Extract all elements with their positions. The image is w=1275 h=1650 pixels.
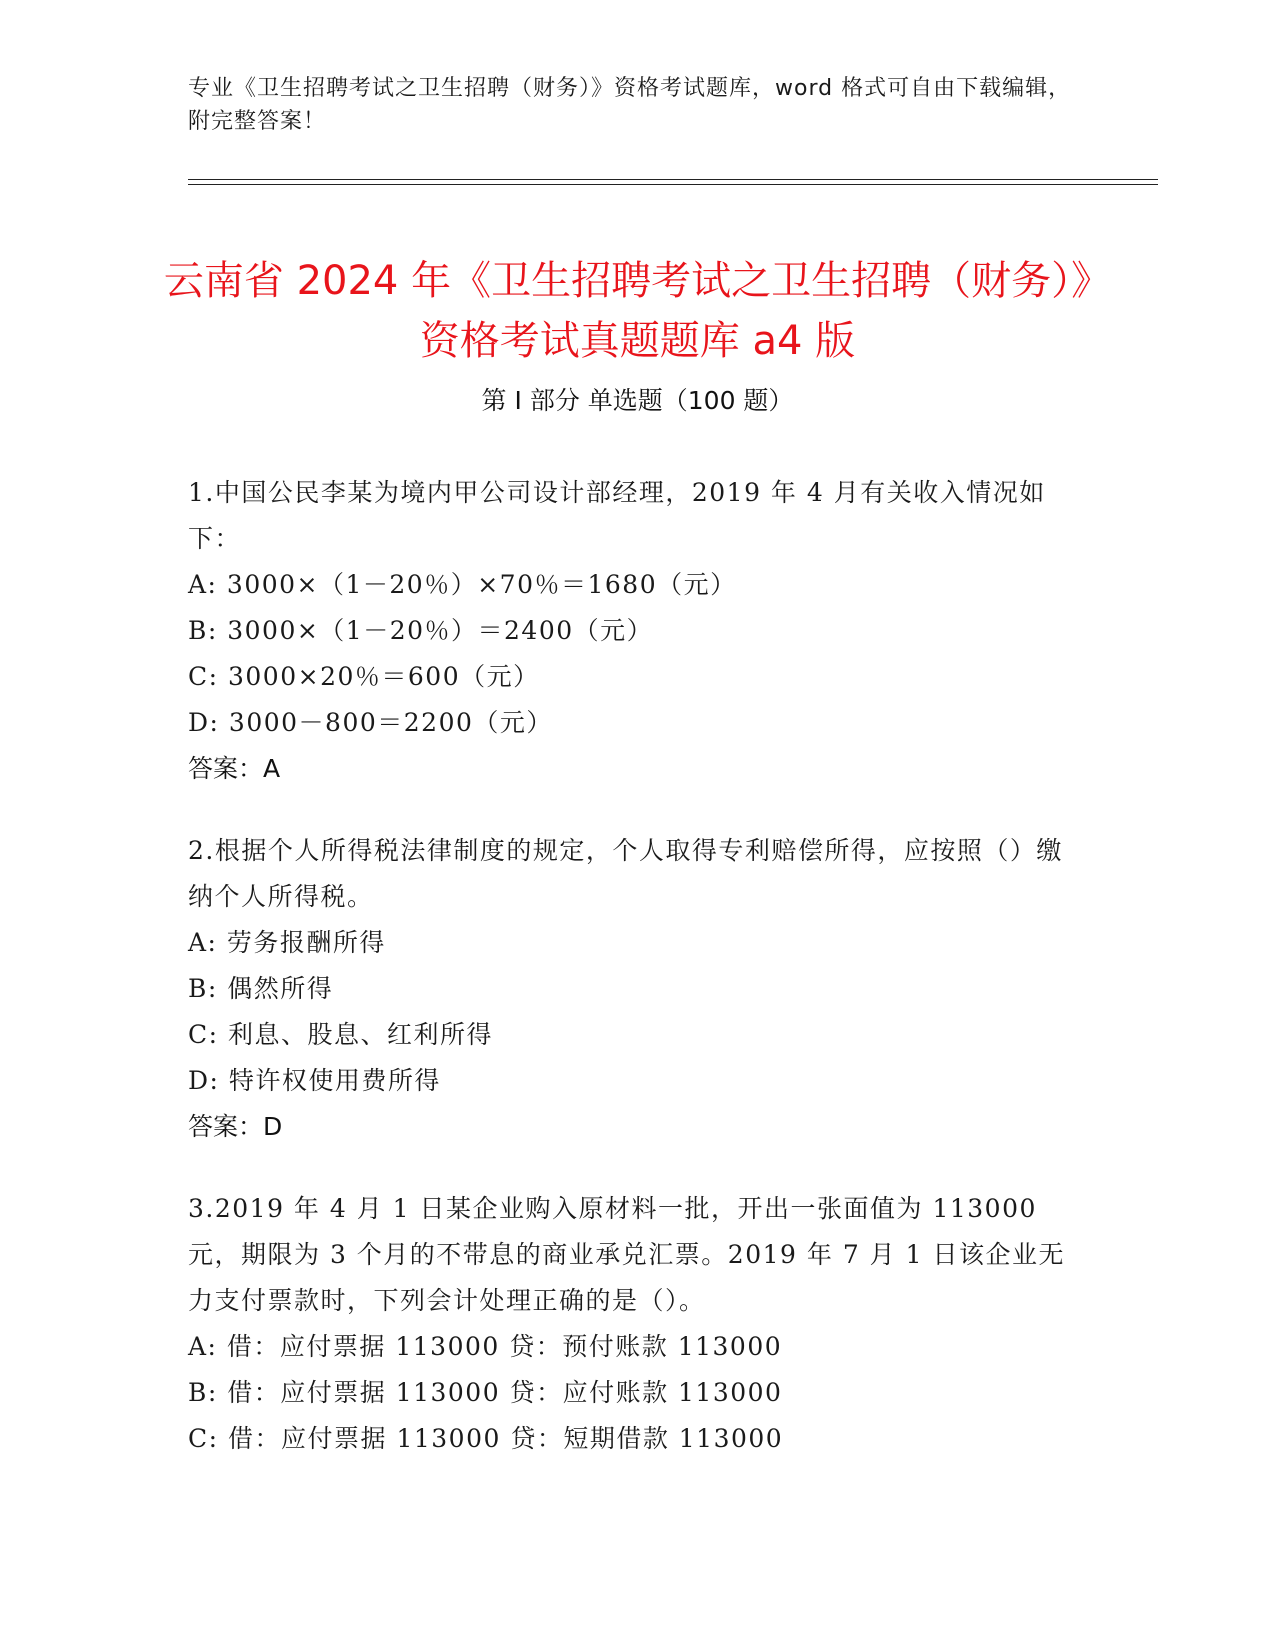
header-divider-bottom — [188, 184, 1158, 185]
header-divider-top — [188, 179, 1158, 180]
question-stem: 2.根据个人所得税法律制度的规定，个人取得专利赔偿所得，应按照（）缴纳个人所得税。 — [188, 836, 1063, 911]
option-c: C: 3000×20％＝600（元） — [188, 662, 540, 691]
question-stem: 3.2019 年 4 月 1 日某企业购入原材料一批，开出一张面值为 113000 元，期限为 3 个月的不带息的商业承兑汇票。2019 年 7 月 1 日该企业无力支付票款时，下列会计处理正确的是（）。 — [188, 1194, 1065, 1315]
question-1 — [188, 470, 1088, 792]
question-stem: 1.中国公民李某为境内甲公司设计部经理，2019 年 4 月有关收入情况如下： — [188, 478, 1046, 553]
document-title: 云南省 2024 年《卫生招聘考试之卫生招聘（财务）》资格考试真题题库 a4 版 — [163, 257, 1112, 364]
option-a: A: 3000×（1－20％）×70％＝1680（元） — [188, 570, 737, 599]
option-a: A: 劳务报酬所得 — [188, 928, 386, 957]
option-a: A: 借：应付票据 113000 贷：预付账款 113000 — [188, 1332, 783, 1361]
option-d: D: 特许权使用费所得 — [188, 1066, 441, 1095]
section-heading: 第 I 部分 单选题（100 题） — [481, 386, 794, 415]
header-note: 专业《卫生招聘考试之卫生招聘（财务）》资格考试题库，word 格式可自由下载编辑，附完整答案！ — [188, 76, 1072, 134]
question-2 — [188, 828, 1088, 1150]
answer-line: 答案：A — [188, 754, 281, 783]
option-b: B: 3000×（1－20％）＝2400（元） — [188, 616, 654, 645]
question-3 — [188, 1186, 1088, 1462]
question-list — [188, 470, 1088, 1498]
option-d: D: 3000－800＝2200（元） — [188, 708, 553, 737]
answer-line: 答案：D — [188, 1112, 283, 1141]
option-b: B: 借：应付票据 113000 贷：应付账款 113000 — [188, 1378, 783, 1407]
option-c: C: 利息、股息、红利所得 — [188, 1020, 493, 1049]
option-c: C: 借：应付票据 113000 贷：短期借款 113000 — [188, 1424, 784, 1453]
option-b: B: 偶然所得 — [188, 974, 334, 1003]
